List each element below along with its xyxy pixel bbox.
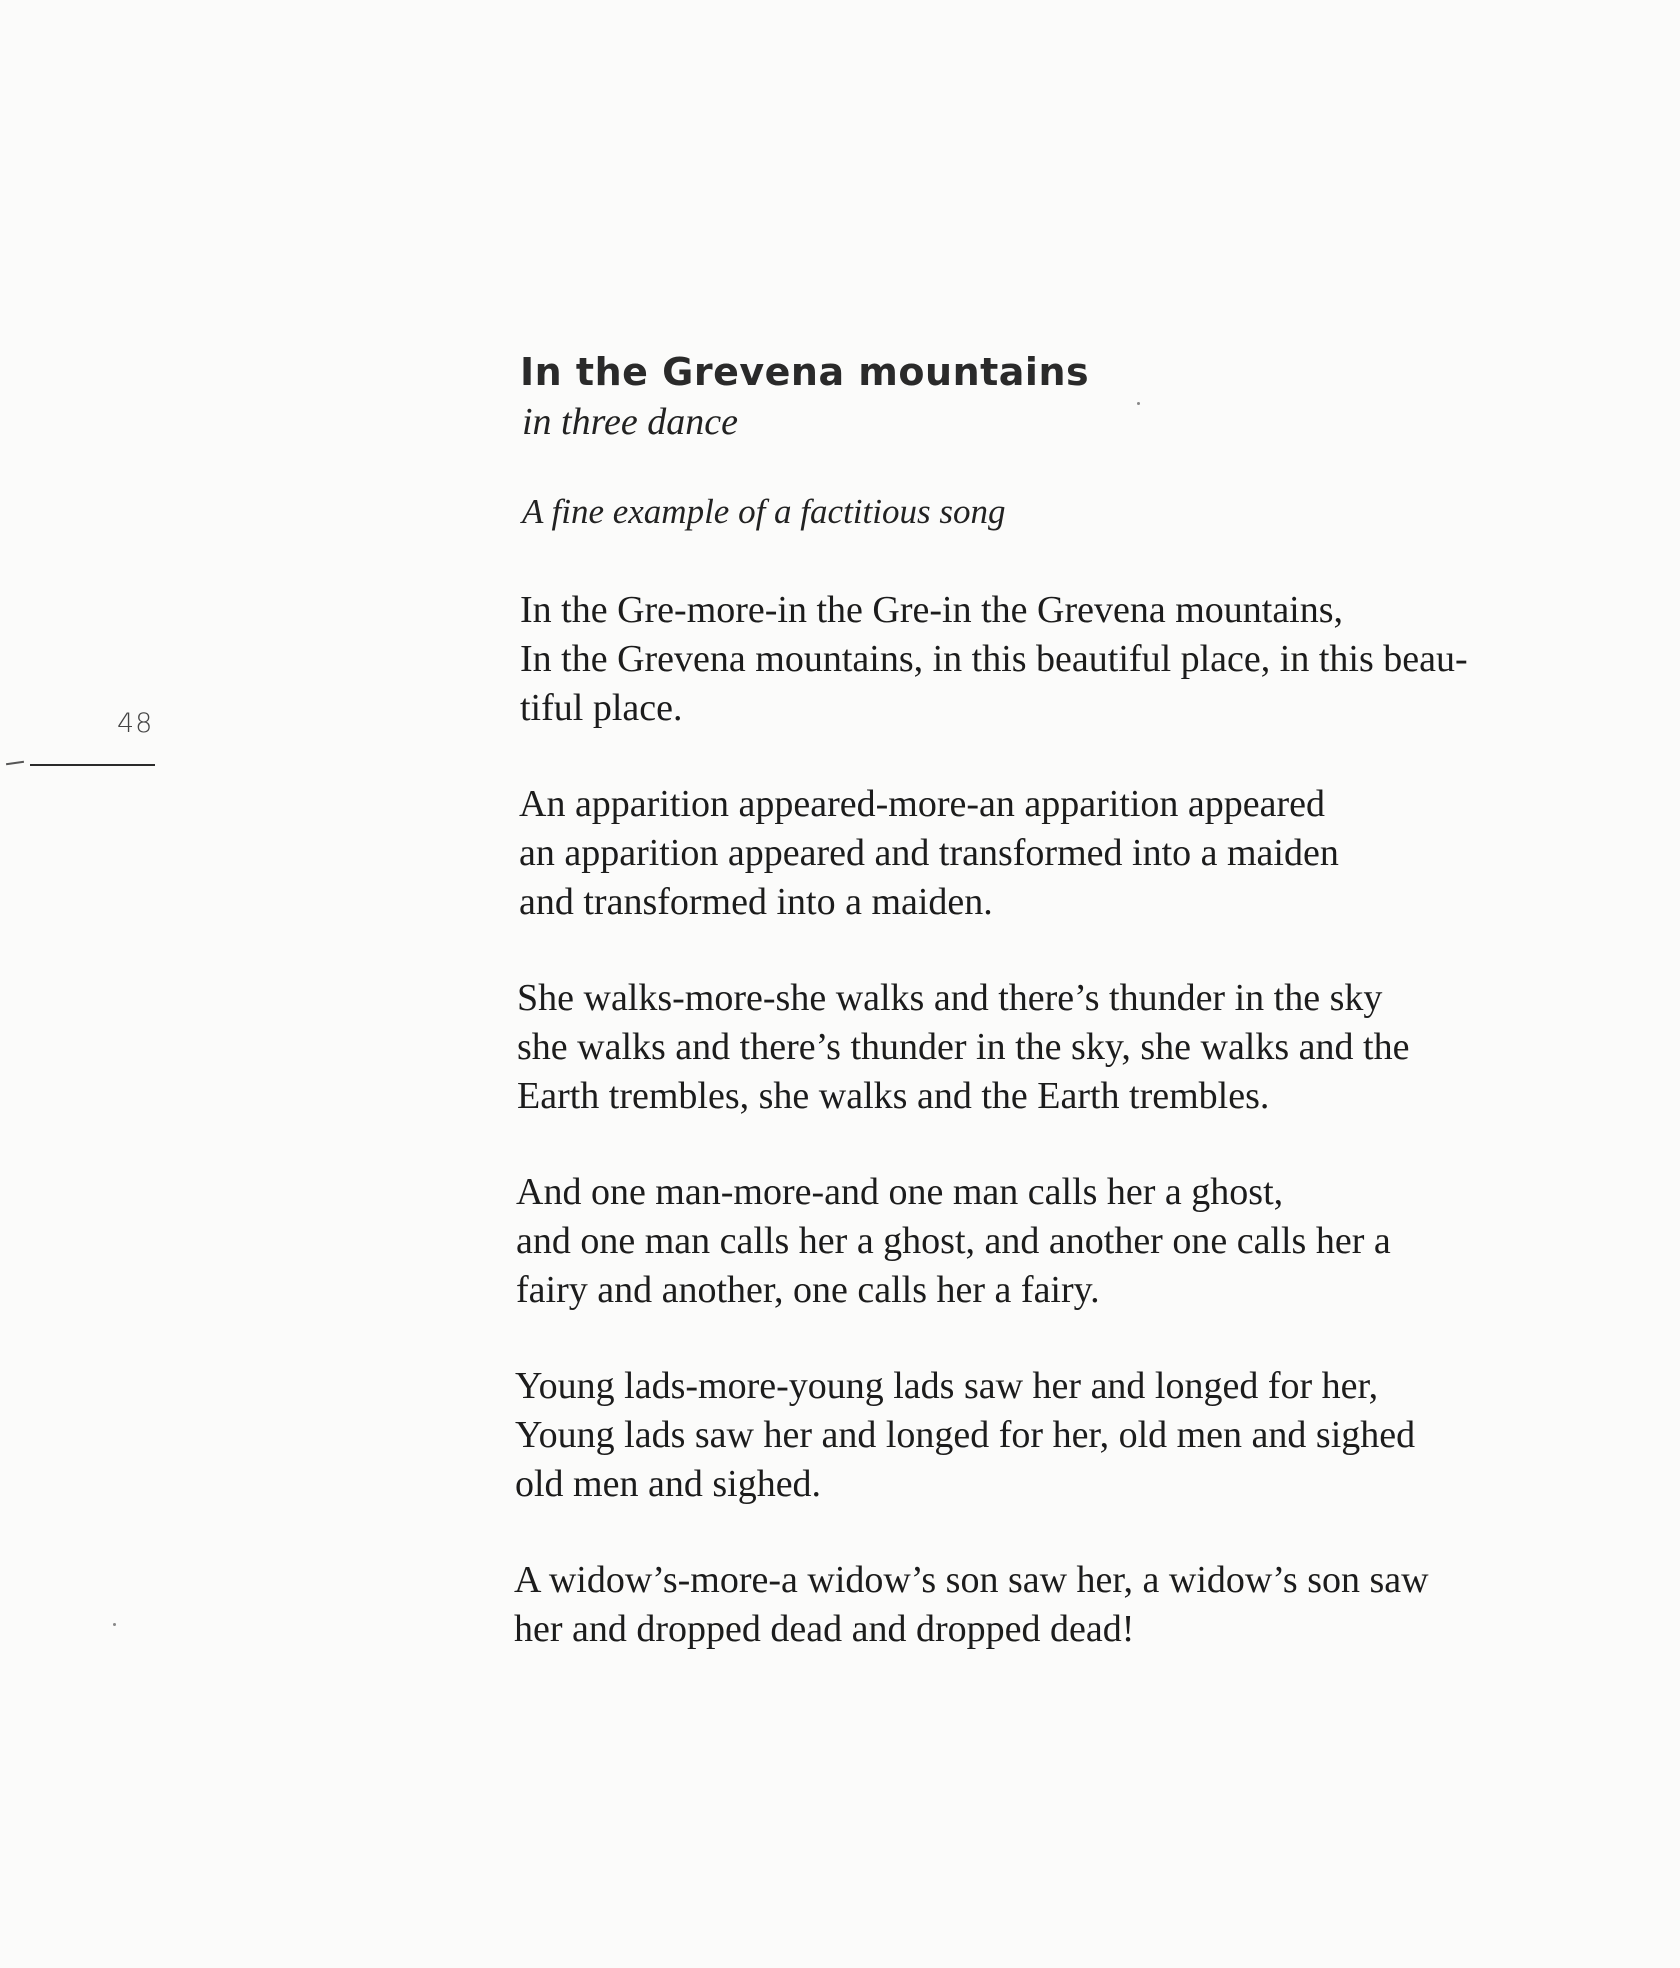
song-note: A fine example of a factitious song [522, 492, 1006, 531]
scan-speck [113, 1623, 116, 1626]
stanza-line: tiful place. [520, 687, 683, 729]
stanza-line: And one man-more-and one man calls her a ghost, [516, 1171, 1284, 1213]
stanza-line: In the Gre-more-in the Gre-in the Grevena mountains, [520, 589, 1344, 631]
stanza [516, 1168, 1610, 1315]
stanza [519, 780, 1610, 927]
song-title: In the Grevena mountains [520, 350, 1090, 394]
song-subtitle: in three dance [522, 401, 738, 443]
stanza-line: an apparition appeared and transformed into a maiden [519, 832, 1339, 874]
stanza-line: An apparition appeared-more-an apparition appeared [519, 783, 1326, 825]
stanza-line: She walks-more-she walks and there’s thunder in the sky [517, 977, 1383, 1019]
stanza [517, 974, 1610, 1121]
stanza-line: Young lads-more-young lads saw her and longed for her, [515, 1365, 1379, 1407]
stanza-line: Young lads saw her and longed for her, old men and sighed [515, 1414, 1416, 1456]
stanza-line: Earth trembles, she walks and the Earth trembles. [517, 1075, 1270, 1117]
stanza-line: and one man calls her a ghost, and another one calls her a [516, 1220, 1391, 1262]
stanza [514, 1556, 1610, 1654]
stanza [520, 586, 1610, 733]
song-content [514, 346, 1610, 1654]
margin-rule [30, 764, 155, 766]
stanza-line: fairy and another, one calls her a fairy. [516, 1269, 1100, 1311]
stanza-line: she walks and there’s thunder in the sky, she walks and the [517, 1026, 1410, 1068]
stanza-line: her and dropped dead and dropped dead! [514, 1608, 1135, 1650]
page-number: 48 [117, 708, 154, 739]
stanza-line: and transformed into a maiden. [519, 881, 993, 923]
stanza-line: old men and sighed. [515, 1463, 822, 1505]
margin-tick-mark [6, 761, 24, 765]
stanza-line: A widow’s-more-a widow’s son saw her, a widow’s son saw [514, 1559, 1429, 1601]
stanza-line: In the Grevena mountains, in this beautiful place, in this beau- [520, 638, 1468, 680]
stanza [515, 1362, 1610, 1509]
